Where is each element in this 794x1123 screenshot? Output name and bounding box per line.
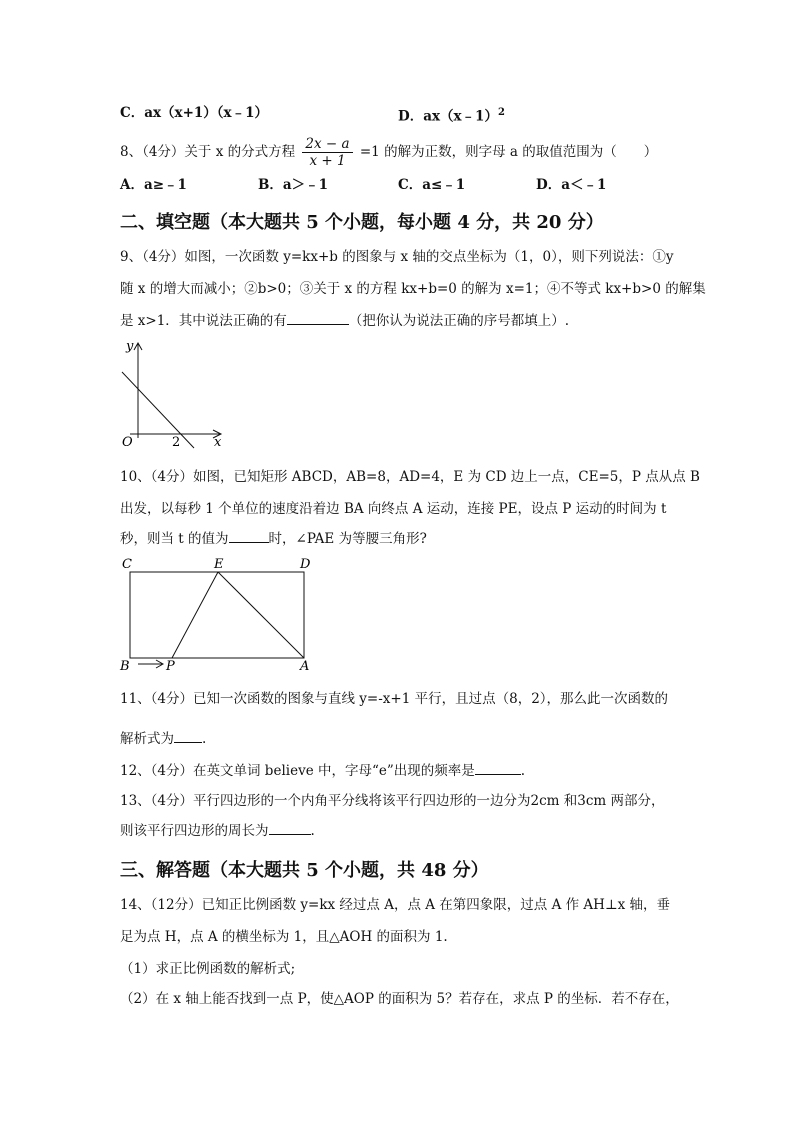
q10-label-c: C: [122, 557, 132, 572]
q11-line-2-start: 解析式为: [120, 731, 174, 747]
q11-line-2: [120, 730, 206, 748]
q9-function-line: [122, 372, 194, 448]
q9-x-label: x: [214, 435, 222, 450]
q13-answer-blank: [269, 834, 311, 835]
q9-origin-label: O: [122, 435, 133, 450]
q10-line-1: 10、（4分）如图，已知矩形 ABCD，AB=8，AD=4，E 为 CD 边上一点，CE=5，P 点从点 B: [120, 469, 700, 485]
q7-option-d-text: D．ax（x﹣1）: [398, 108, 498, 125]
section-3-title: 三、解答题（本大题共 5 个小题，共 48 分）: [120, 860, 489, 881]
q10-label-e: E: [214, 557, 224, 572]
q7-option-d-exponent: 2: [497, 107, 505, 118]
q9-y-label: y: [126, 339, 134, 354]
q8-option-c: C．a≤﹣1: [398, 177, 466, 193]
q11-line-2-end: .: [202, 731, 207, 747]
q8-option-d: D．a＜﹣1: [536, 177, 607, 193]
q12-question: [120, 762, 525, 780]
q13-line-1: 13、（4分）平行四边形的一个内角平分线将该平行四边形的一边分为2cm 和3cm 两部分，: [120, 793, 665, 809]
q9-line-3-start: 是 x>1．其中说法正确的有: [120, 313, 287, 329]
q9-tick-label: 2: [172, 435, 181, 450]
q9-line-1: 9、（4分）如图，一次函数 y=kx+b 的图象与 x 轴的交点坐标为（1，0），则下列说法：①y: [120, 249, 674, 265]
q10-answer-blank: [229, 542, 269, 543]
q14-subquestion-1: （1）求正比例函数的解析式;: [120, 961, 296, 977]
q14-line-2: 足为点 H，点 A 的横坐标为 1，且△AOH 的面积为 1.: [120, 929, 448, 945]
q10-label-a: A: [300, 659, 310, 674]
q10-label-d: D: [300, 557, 311, 572]
q8-option-b: B．a＞﹣1: [258, 177, 329, 193]
q8-question: [120, 136, 657, 169]
q10-line-3: [120, 530, 427, 548]
q10-line-3-start: 秒，则当 t 的值为: [120, 531, 229, 547]
q10-segment-ea: [218, 572, 304, 658]
q9-line-3: [120, 312, 569, 330]
q10-segment-pe: [172, 572, 218, 658]
q9-graph: [116, 338, 228, 450]
q14-subquestion-2: （2）在 x 轴上能否找到一点 P，使△AOP 的面积为 5？若存在，求点 P 的坐标．若不存在，: [120, 991, 679, 1007]
q11-answer-blank: [174, 742, 202, 743]
q12-answer-blank: [475, 774, 521, 775]
q10-line-2: 出发，以每秒 1 个单位的速度沿着边 BA 向终点 A 运动，连接 PE，设点 P 运动的时间为 t: [120, 501, 667, 517]
q11-line-1: 11、（4分）已知一次函数的图象与直线 y=-x+1 平行，且过点（8，2），那么此一次函数的: [120, 691, 669, 707]
q10-line-3-end: 时，∠PAE 为等腰三角形?: [268, 531, 427, 547]
q9-line-3-end: （把你认为说法正确的序号都填上）.: [348, 313, 570, 329]
q12-end: .: [520, 763, 526, 779]
q10-rectangle-figure: [114, 554, 324, 674]
section-2-title: 二、填空题（本大题共 5 个小题，每小题 4 分，共 20 分）: [120, 212, 604, 233]
q10-label-p: P: [166, 659, 175, 674]
q13-line-2: [120, 822, 315, 840]
q8-fraction-numerator: 2x − a: [302, 136, 352, 153]
q14-line-1: 14、（12分）已知正比例函数 y=kx 经过点 A，点 A 在第四象限，过点 A 作 AH⊥x 轴，垂: [120, 897, 671, 913]
q7-option-d: [398, 104, 505, 126]
q8-option-a: A．a≥﹣1: [120, 177, 187, 193]
q8-suffix: =1 的解为正数，则字母 a 的取值范围为（ ）: [359, 144, 658, 160]
q9-answer-blank: [287, 324, 349, 325]
q8-fraction-denominator: x + 1: [309, 153, 346, 169]
q13-line-2-start: 则该平行四边形的周长为: [120, 823, 269, 839]
q8-prefix: 8、（4分）关于 x 的分式方程: [120, 144, 296, 160]
q7-option-c: C．ax（x+1）（x﹣1）: [120, 105, 268, 121]
q8-fraction: [302, 136, 352, 169]
q10-label-b: B: [120, 659, 130, 674]
q9-line-2: 随 x 的增大而减小；②b>0；③关于 x 的方程 kx+b=0 的解为 x=1；④不等式 kx+b>0 的解集: [120, 281, 706, 297]
q13-line-2-end: .: [310, 823, 315, 839]
q10-rectangle: [130, 572, 304, 658]
q12-text: 12、（4分）在英文单词 believe 中，字母“e”出现的频率是: [120, 763, 475, 779]
